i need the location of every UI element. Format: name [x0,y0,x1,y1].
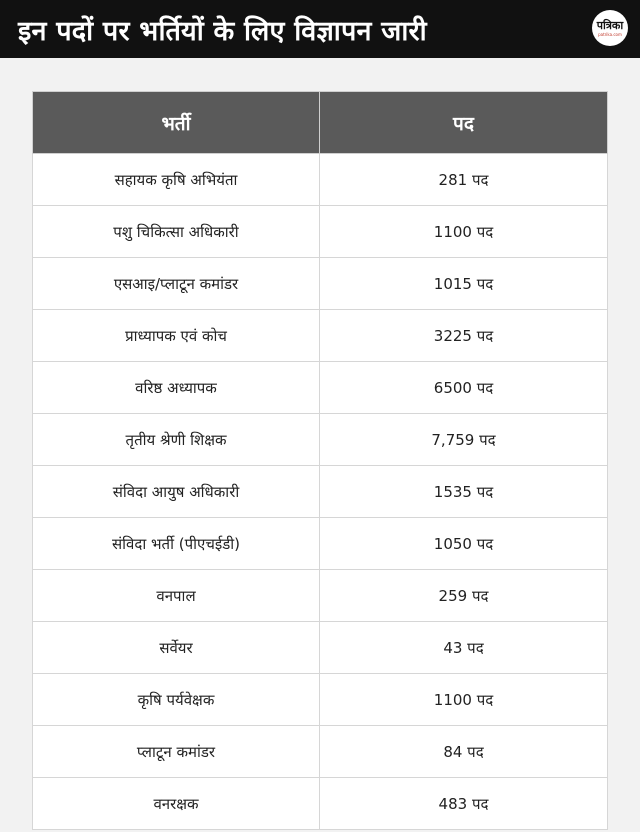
cell-recruitment-name: संविदा आयुष अधिकारी [33,466,320,518]
cell-post-count: 483 पद [320,778,608,830]
table-header-row [33,92,608,154]
table-row [33,310,608,362]
table-row [33,622,608,674]
table-row [33,154,608,206]
cell-recruitment-name: तृतीय श्रेणी शिक्षक [33,414,320,466]
cell-recruitment-name: सहायक कृषि अभियंता [33,154,320,206]
cell-post-count: 43 पद [320,622,608,674]
recruitment-table [32,91,608,830]
logo-subtext: patrika.com [598,31,622,37]
table-row [33,466,608,518]
cell-recruitment-name: प्लाटून कमांडर [33,726,320,778]
table-row [33,206,608,258]
cell-recruitment-name: पशु चिकित्सा अधिकारी [33,206,320,258]
table-row [33,726,608,778]
cell-post-count: 1100 पद [320,206,608,258]
page-title: इन पदों पर भर्तियों के लिए विज्ञापन जारी [18,15,427,47]
table-row [33,518,608,570]
cell-recruitment-name: कृषि पर्यवेक्षक [33,674,320,726]
cell-recruitment-name: संविदा भर्ती (पीएचईडी) [33,518,320,570]
cell-recruitment-name: वनपाल [33,570,320,622]
column-header-posts: पद [320,92,608,154]
cell-post-count: 7,759 पद [320,414,608,466]
cell-post-count: 281 पद [320,154,608,206]
cell-post-count: 84 पद [320,726,608,778]
cell-post-count: 1535 पद [320,466,608,518]
recruitment-table-container [32,91,607,830]
table-row [33,778,608,830]
page-header [0,0,640,58]
patrika-logo [592,10,628,46]
cell-post-count: 3225 पद [320,310,608,362]
logo-word: पत्रिका [596,18,624,32]
cell-recruitment-name: सर्वेयर [33,622,320,674]
cell-post-count: 259 पद [320,570,608,622]
cell-post-count: 1100 पद [320,674,608,726]
cell-recruitment-name: एसआइ/प्लाटून कमांडर [33,258,320,310]
column-header-recruitment: भर्ती [33,92,320,154]
cell-post-count: 6500 पद [320,362,608,414]
table-row [33,362,608,414]
table-row [33,674,608,726]
cell-recruitment-name: वनरक्षक [33,778,320,830]
cell-post-count: 1050 पद [320,518,608,570]
table-row [33,414,608,466]
cell-recruitment-name: वरिष्ठ अध्यापक [33,362,320,414]
cell-post-count: 1015 पद [320,258,608,310]
table-row [33,258,608,310]
table-row [33,570,608,622]
cell-recruitment-name: प्राध्यापक एवं कोच [33,310,320,362]
